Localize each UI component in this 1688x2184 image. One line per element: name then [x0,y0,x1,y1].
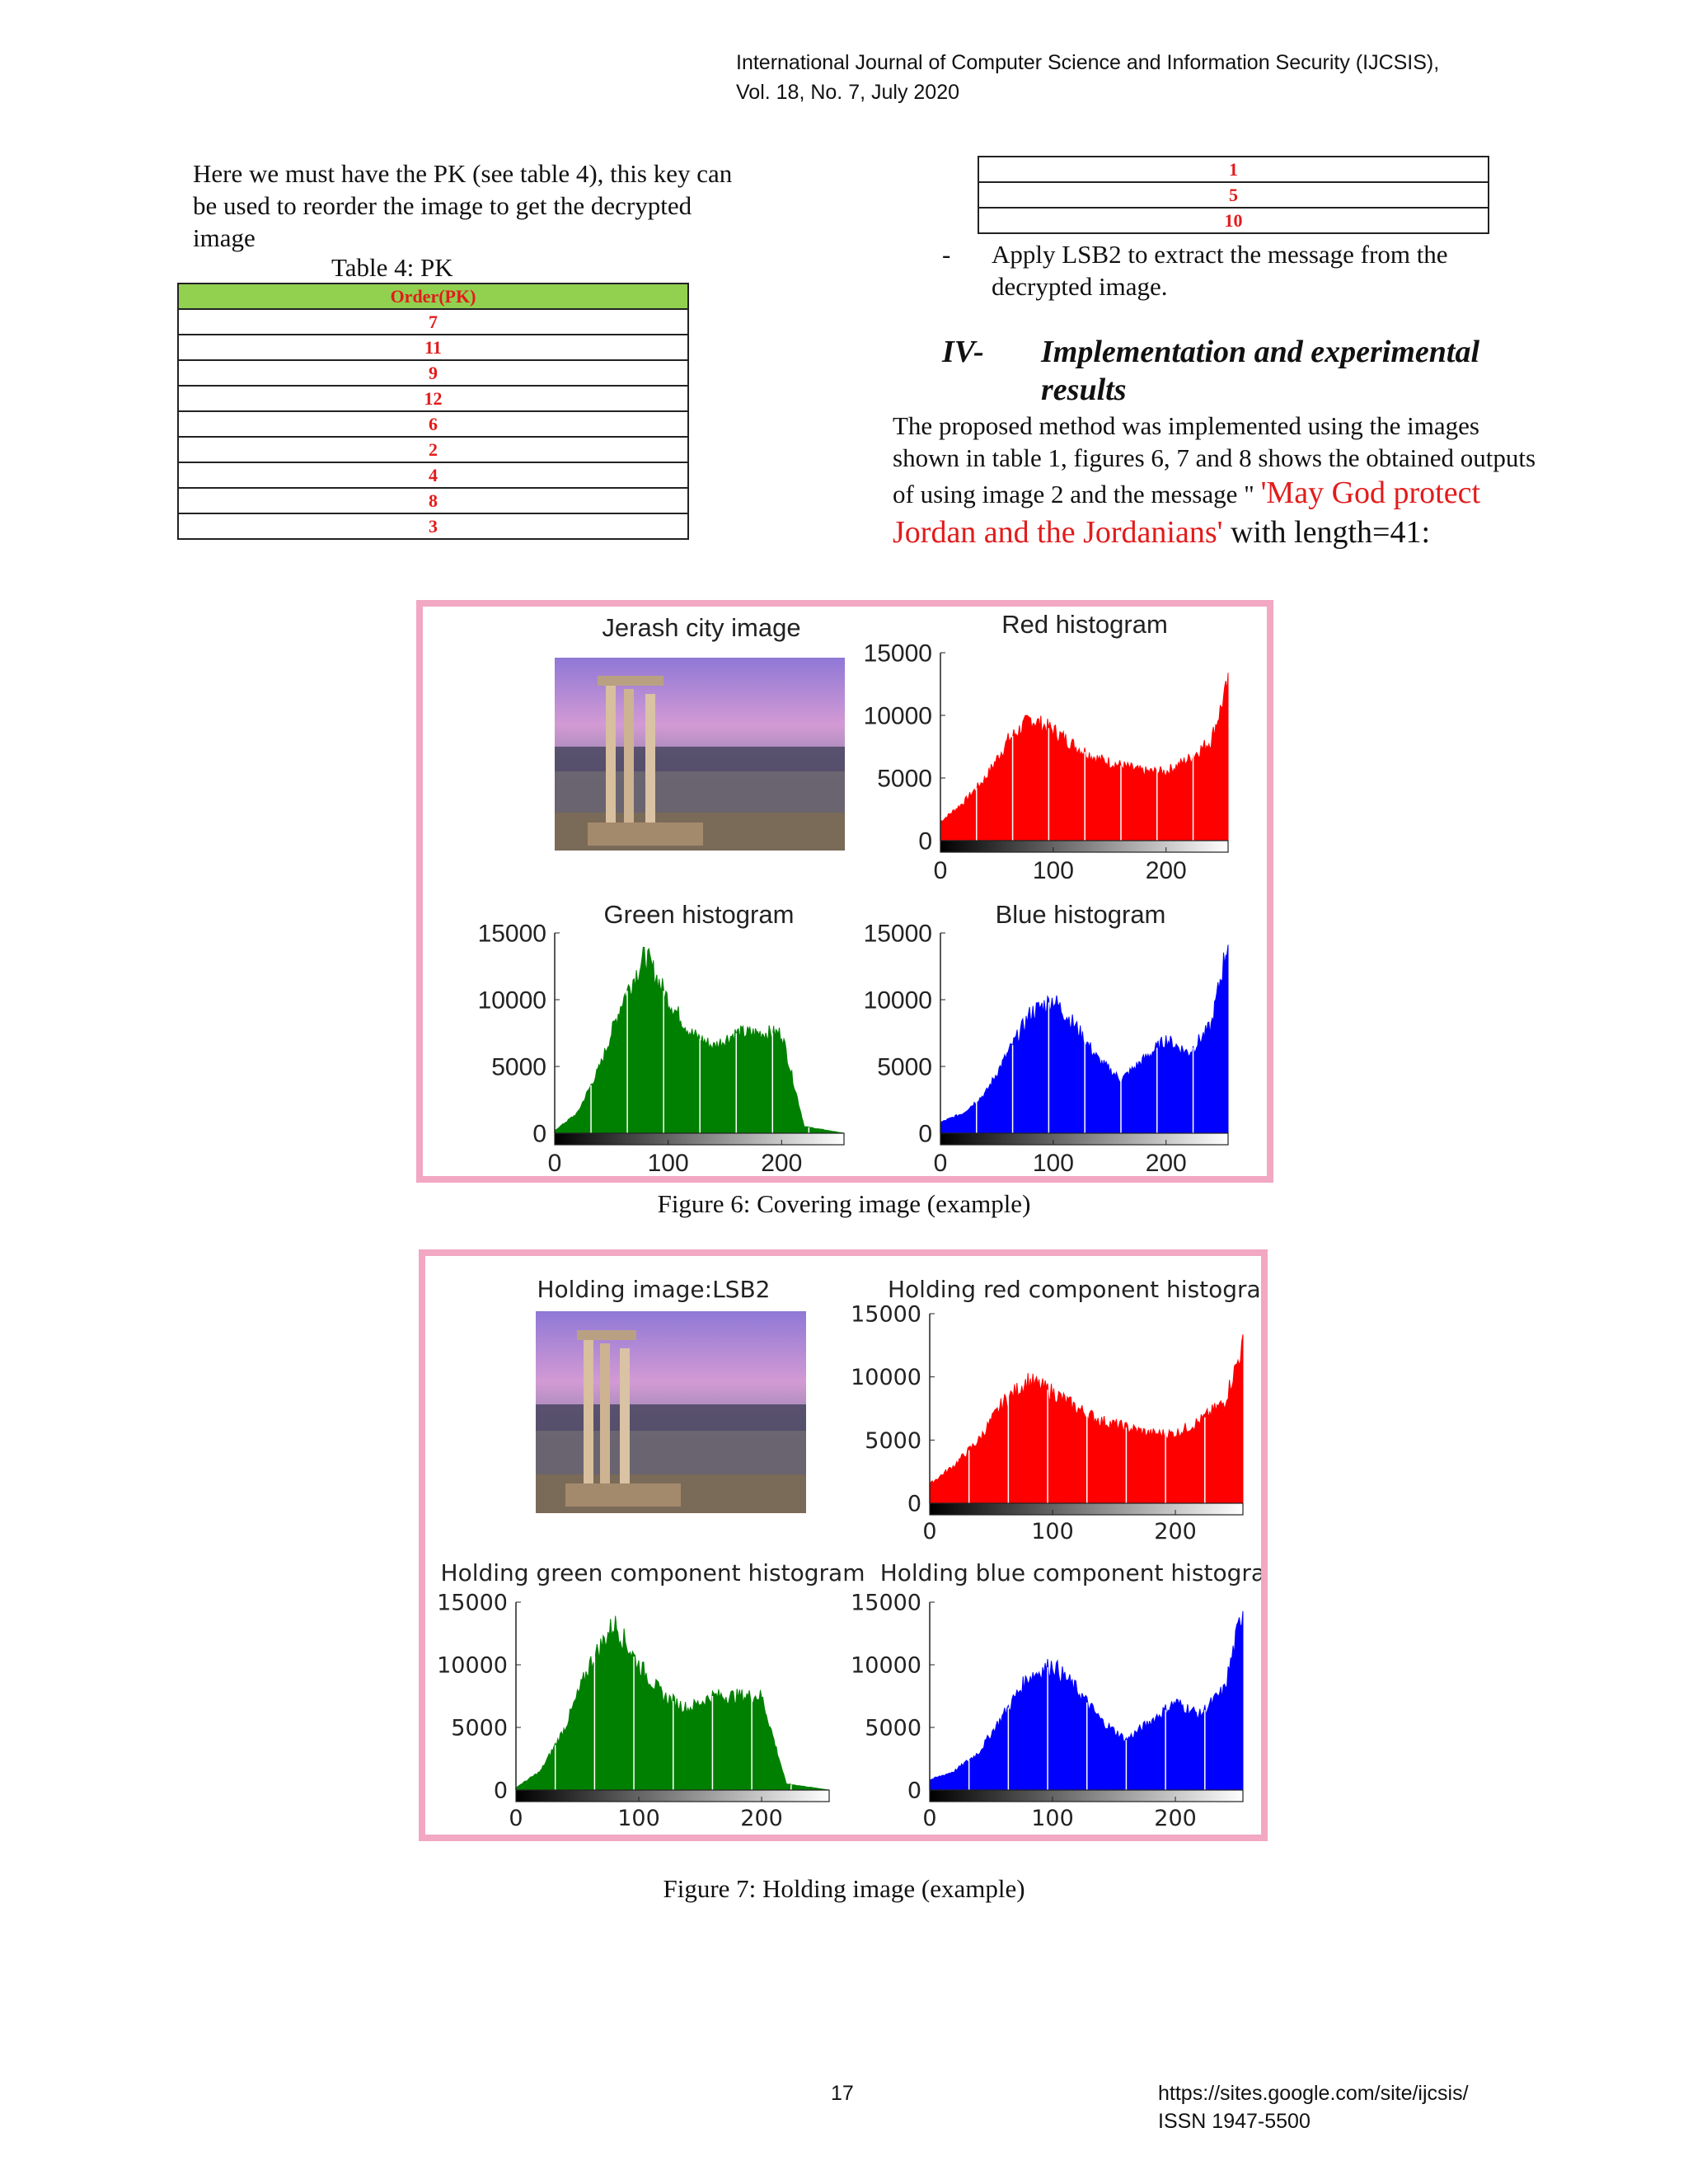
x-tick-label: 100 [647,1150,689,1176]
journal-title: International Journal of Computer Science and Information Security (IJCSIS), [736,51,1440,74]
pk-table-cell: 12 [178,386,688,411]
figure7-green-title: Holding green component histogram [440,1559,865,1586]
y-tick-label: 15000 [477,920,546,948]
y-tick-label: 0 [918,1120,932,1148]
figure7-blue-title: Holding blue component histogram [879,1559,1261,1586]
x-tick-label: 0 [509,1806,523,1831]
y-tick-label: 5000 [491,1053,546,1081]
x-tick-label: 200 [1154,1519,1197,1544]
x-tick-label: 200 [740,1806,783,1831]
y-tick-label: 10000 [851,1652,921,1679]
y-tick-label: 15000 [851,1301,921,1328]
pk-table-cell: 4 [178,462,688,488]
right-paragraph-line [893,474,1536,513]
y-tick-label: 10000 [863,987,932,1015]
y-tick-label: 0 [532,1120,546,1148]
table-caption: Table 4: PK [331,253,453,282]
left-paragraph-line: be used to reorder the image to get the decrypted [193,191,692,220]
y-tick-label: 0 [918,827,932,855]
y-tick-label: 5000 [865,1715,921,1741]
x-tick-label: 200 [1145,857,1187,884]
y-tick-label: 15000 [437,1590,508,1616]
bullet-text [992,238,1448,302]
bullet-text-line: decrypted image. [992,272,1168,301]
figure7-image-title: Holding image:LSB2 [537,1276,771,1303]
highlighted-message: Jordan and the Jordanians' [893,515,1223,550]
section-number: IV- [942,335,984,369]
footer-info [1158,2079,1469,2135]
figure7-canvas [425,1256,1261,1835]
pk-table-cell: 7 [178,309,688,335]
journal-volume: Vol. 18, No. 7, July 2020 [736,81,960,104]
y-tick-label: 10000 [437,1652,508,1679]
y-tick-label: 5000 [877,765,932,793]
page-number: 17 [831,2082,854,2105]
figure7-red-histogram [851,1301,1243,1544]
pk-table-cell: 6 [178,411,688,437]
x-tick-label: 100 [1031,1519,1074,1544]
grayscale-colorbar [940,1133,1228,1145]
figure6-red-title: Red histogram [1001,610,1168,639]
bullet-text-line: Apply LSB2 to extract the message from the [992,240,1448,269]
figure6-red-histogram [864,640,1228,885]
figure6-caption: Figure 6: Covering image (example) [657,1189,1031,1218]
grayscale-colorbar [930,1503,1243,1515]
pk-table [177,283,689,540]
figure6-image-title: Jerash city image [602,613,801,642]
pk-table-cell: 10 [978,208,1489,233]
y-tick-label: 15000 [863,920,932,948]
x-tick-label: 0 [933,1150,948,1176]
x-tick-label: 100 [617,1806,660,1831]
x-tick-label: 100 [1032,857,1074,884]
journal-header [736,48,1439,107]
holding-image-photo [536,1311,806,1513]
grayscale-colorbar [555,1133,844,1145]
figure6-green-title: Green histogram [603,900,795,929]
figure6-blue-title: Blue histogram [995,900,1166,929]
pk-table-continued [978,156,1489,234]
right-paragraph-line [893,513,1536,553]
pk-table-cell: 2 [178,437,688,462]
x-tick-label: 200 [761,1150,803,1176]
pk-table-header: Order(PK) [178,284,688,309]
section-title-line: results [1041,373,1127,407]
y-tick-label: 10000 [851,1365,921,1391]
figure6-blue-histogram [864,921,1228,1177]
figure6-canvas [423,607,1267,1176]
grayscale-colorbar [516,1790,829,1802]
right-paragraph-line: shown in table 1, figures 6, 7 and 8 shows the obtained outputs [893,443,1536,472]
right-paragraph-line: The proposed method was implemented using the images [893,411,1479,440]
pk-table-cell: 9 [178,360,688,386]
x-tick-label: 0 [933,857,948,884]
jerash-city-photo [555,658,845,851]
y-tick-label: 0 [907,1491,921,1517]
paragraph-text: of using image 2 and the message " [893,480,1261,509]
figure7-green-histogram [437,1590,829,1831]
y-tick-label: 15000 [851,1590,921,1616]
y-tick-label: 0 [493,1778,508,1804]
left-paragraph [193,157,732,254]
journal-issn: ISSN 1947-5500 [1158,2110,1311,2133]
figure6-green-histogram [478,921,844,1177]
figure7-caption: Figure 7: Holding image (example) [663,1874,1025,1903]
x-tick-label: 100 [1031,1806,1074,1831]
bullet-dash: - [942,240,951,269]
x-tick-label: 100 [1032,1150,1074,1176]
highlighted-message: 'May God protect [1260,476,1481,510]
journal-url: https://sites.google.com/site/ijcsis/ [1158,2082,1469,2105]
grayscale-colorbar [940,841,1228,852]
left-paragraph-line: Here we must have the PK (see table 4), this key can [193,159,733,188]
pk-table-cell: 5 [978,182,1489,208]
pk-table-cell: 8 [178,488,688,513]
y-tick-label: 5000 [865,1427,921,1454]
pk-table-cell: 1 [978,157,1489,182]
figure7-frame [419,1249,1268,1841]
right-paragraph [893,410,1536,553]
pk-table-cell: 3 [178,513,688,539]
y-tick-label: 5000 [451,1715,508,1741]
figure6-frame [416,600,1273,1183]
y-tick-label: 5000 [877,1053,932,1081]
y-tick-label: 10000 [477,987,546,1015]
section-title [1041,333,1479,409]
left-paragraph-line: image [193,223,256,252]
y-tick-label: 0 [907,1778,921,1804]
y-tick-label: 15000 [863,640,932,668]
grayscale-colorbar [930,1790,1243,1802]
pk-table-cell: 11 [178,335,688,360]
x-tick-label: 0 [547,1150,562,1176]
x-tick-label: 0 [922,1519,937,1544]
figure7-red-title: Holding red component histogram [888,1276,1261,1303]
y-tick-label: 10000 [863,702,932,730]
x-tick-label: 200 [1145,1150,1187,1176]
paragraph-text: with length=41: [1222,515,1430,550]
section-title-line: Implementation and experimental [1041,335,1480,369]
figure7-blue-histogram [851,1590,1243,1831]
x-tick-label: 200 [1154,1806,1197,1831]
x-tick-label: 0 [922,1806,937,1831]
